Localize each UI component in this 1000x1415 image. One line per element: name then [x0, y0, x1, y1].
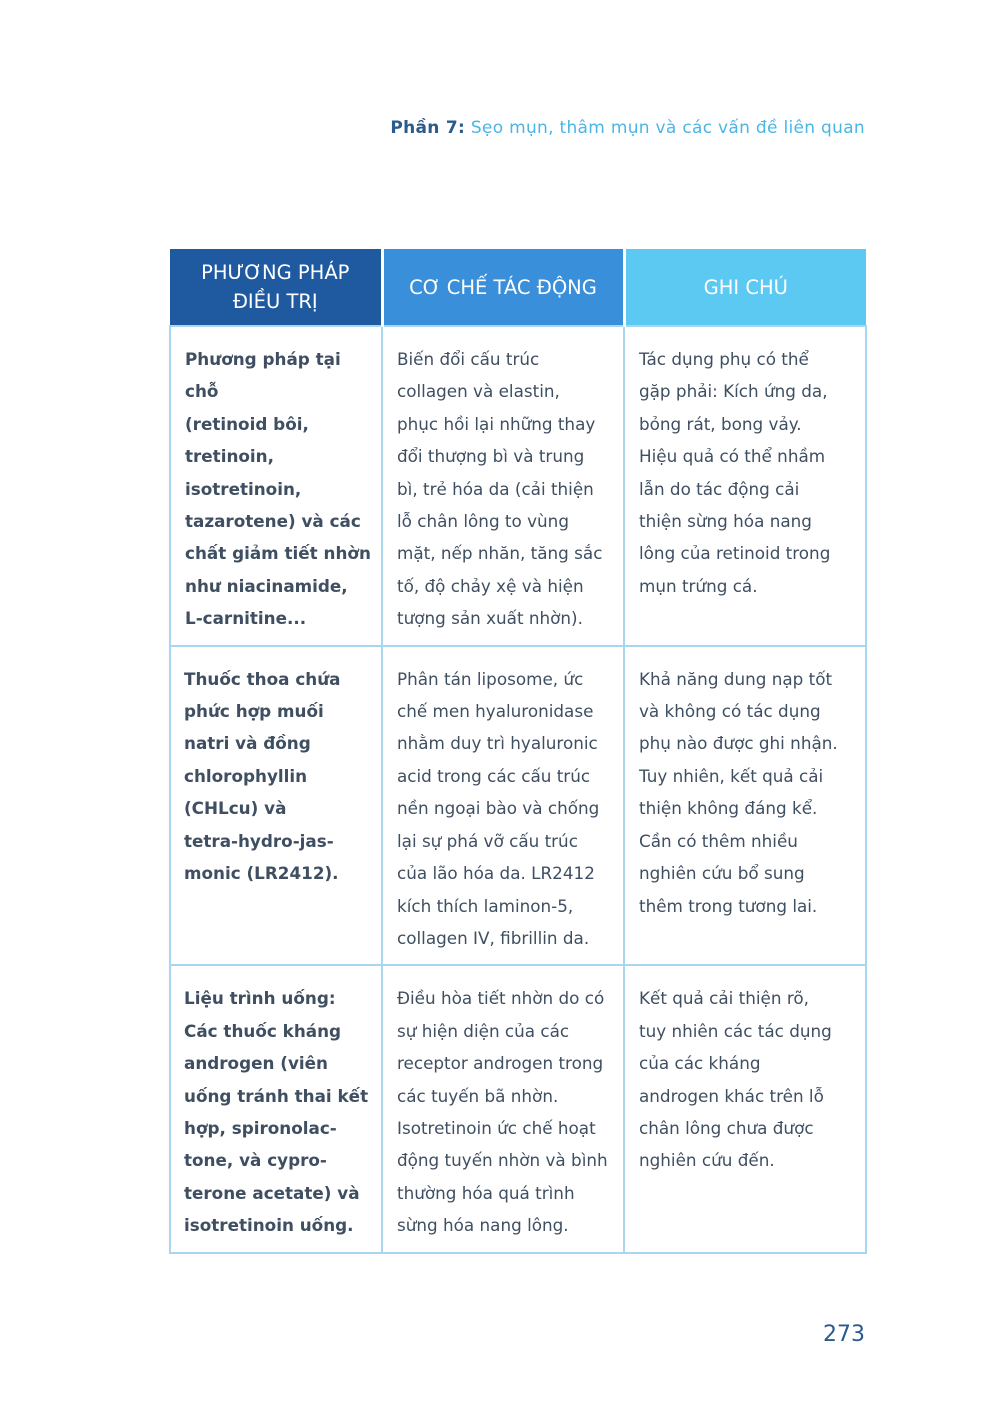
notes-cell: Tác dụng phụ có thể gặp phải: Kích ứng da, bỏng rát, bong vảy. Hiệu quả có thể nhầm lẫn do tác động cải thiện sừng hóa nang lông của retinoid trong mụn trứng cá.: [624, 326, 866, 646]
table-header-row: [170, 249, 866, 326]
method-cell: Phương pháp tại chỗ (retinoid bôi, tretinoin, isotretinoin, tazarotene) và các chất giảm tiết nhờn như niacinamide, L-carnitine...: [170, 326, 382, 646]
notes-cell: Kết quả cải thiện rõ, tuy nhiên các tác dụng của các kháng androgen khác trên lỗ chân lông chưa được nghiên cứu đến.: [624, 965, 866, 1252]
page-number: 273: [823, 1322, 865, 1347]
mechanism-cell: Điều hòa tiết nhờn do có sự hiện diện của các receptor androgen trong các tuyến bã nhờn. Isotretinoin ức chế hoạt động tuyến nhờn và bình thường hóa quá trình sừng hóa nang lông.: [382, 965, 624, 1252]
mechanism-cell: Biến đổi cấu trúc collagen và elastin, phục hồi lại những thay đổi thượng bì và trung bì, trẻ hóa da (cải thiện lỗ chân lông to vùng mặt, nếp nhăn, tăng sắc tố, độ chảy xệ và hiện tượng sản xuất nhờn).: [382, 326, 624, 646]
table-row: [170, 646, 866, 966]
table-row: [170, 965, 866, 1252]
notes-cell: Khả năng dung nạp tốt và không có tác dụng phụ nào được ghi nhận. Tuy nhiên, kết quả cải thiện không đáng kể. Cần có thêm nhiều nghiên cứu bổ sung thêm trong tương lai.: [624, 646, 866, 966]
chapter-title: Sẹo mụn, thâm mụn và các vấn đề liên quan: [470, 118, 865, 138]
part-label: Phần 7:: [390, 118, 466, 138]
column-header-method: PHƯƠNG PHÁP ĐIỀU TRỊ: [170, 249, 382, 326]
column-header-notes: GHI CHÚ: [624, 249, 866, 326]
running-header: [390, 118, 865, 138]
treatment-table: [169, 249, 867, 1254]
mechanism-cell: Phân tán liposome, ức chế men hyaluronidase nhằm duy trì hyaluronic acid trong các cấu trúc nền ngoại bào và chống lại sự phá vỡ cấu trúc của lão hóa da. LR2412 kích thích laminon-5, collagen IV, fibrillin da.: [382, 646, 624, 966]
method-cell: Liệu trình uống: Các thuốc kháng androgen (viên uống tránh thai kết hợp, spironolac- tone, và cypro- terone acetate) và isotretinoin uống.: [170, 965, 382, 1252]
column-header-mechanism: CƠ CHẾ TÁC ĐỘNG: [382, 249, 624, 326]
method-cell: Thuốc thoa chứa phức hợp muối natri và đồng chlorophyllin (CHLcu) và tetra-hydro-jas- monic (LR2412).: [170, 646, 382, 966]
table-row: [170, 326, 866, 646]
